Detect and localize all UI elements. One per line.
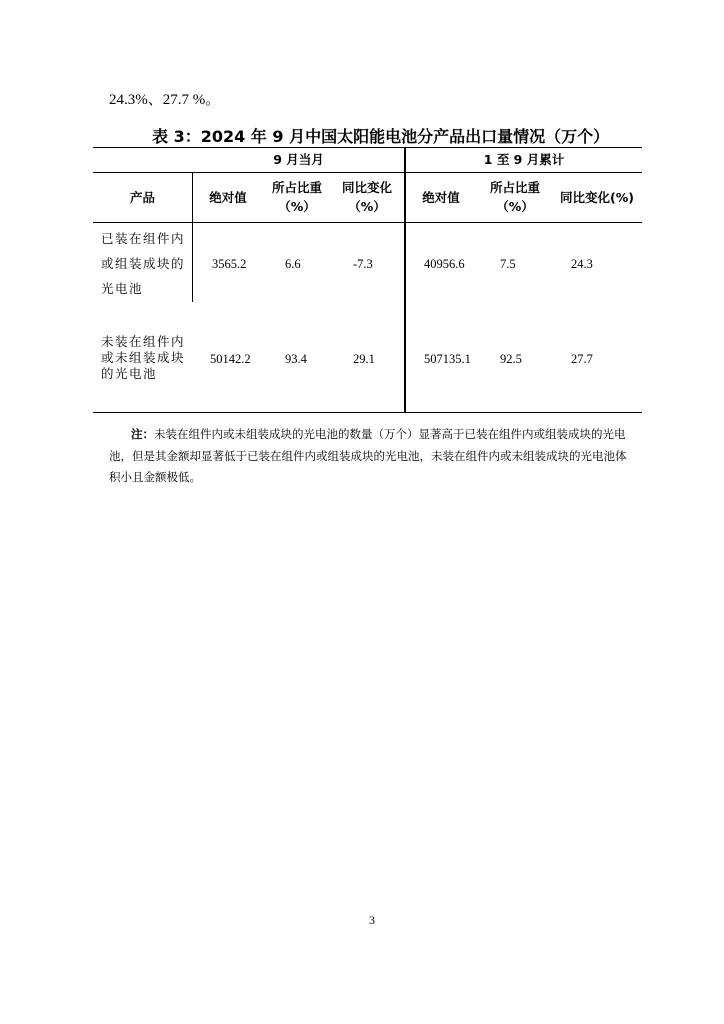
col-header-share-cum: 所占比重（%） — [489, 180, 540, 214]
group-header-month: 9 月当月 — [273, 152, 324, 167]
column-header-rule — [93, 222, 642, 223]
yoy-cum: 24.3 — [571, 257, 593, 271]
intro-text: 24.3%、27.7 %。 — [109, 92, 221, 108]
product-column-divider-lower — [192, 222, 193, 302]
col-header-abs-cum: 绝对值 — [422, 190, 460, 205]
group-header-cumulative: 1 至 9 月累计 — [483, 152, 565, 167]
abs-value-month: 50142.2 — [210, 352, 251, 366]
col-header-share-month: 所占比重（%） — [271, 180, 322, 214]
col-header-abs-month: 绝对值 — [209, 190, 247, 205]
product-name-line: 光电池 — [101, 281, 144, 296]
yoy-cum: 27.7 — [571, 352, 593, 366]
product-name-line: 或未组装成块 — [101, 350, 186, 365]
col-header-yoy-month: 同比变化（%） — [341, 180, 392, 214]
share-month: 6.6 — [285, 257, 301, 271]
yoy-month: -7.3 — [353, 257, 373, 271]
period-divider — [404, 147, 406, 412]
col-header-yoy-cum: 同比变化(%) — [560, 190, 634, 205]
table-caption: 表 3：2024 年 9 月中国太阳能电池分产品出口量情况（万个） — [152, 127, 610, 146]
table-note — [109, 424, 629, 489]
abs-value-cum: 40956.6 — [424, 257, 465, 271]
note-label: 注： — [131, 427, 154, 441]
share-month: 93.4 — [285, 352, 307, 366]
table-top-rule — [93, 147, 642, 148]
abs-value-month: 3565.2 — [212, 257, 247, 271]
share-cum: 92.5 — [500, 352, 522, 366]
page-number: 3 — [369, 913, 375, 927]
product-name-line: 已装在组件内 — [101, 231, 186, 246]
note-text: 未装在组件内或未组装成块的光电池的数量（万个）显著高于已装在组件内或组装成块的光电池，但是其金额却显著低于已装在组件内或组装成块的光电池，未装在组件内或未组装成块的光电池体积小且金额极低。 — [109, 427, 627, 484]
product-name-line: 未装在组件内 — [101, 334, 186, 349]
col-header-product: 产品 — [129, 190, 155, 205]
table-bottom-rule — [93, 412, 642, 413]
abs-value-cum: 507135.1 — [424, 352, 471, 366]
yoy-month: 29.1 — [353, 352, 375, 366]
product-name-line: 或组装成块的 — [101, 256, 186, 271]
group-header-rule — [93, 172, 642, 173]
product-name-line: 的光电池 — [101, 366, 158, 381]
share-cum: 7.5 — [500, 257, 516, 271]
